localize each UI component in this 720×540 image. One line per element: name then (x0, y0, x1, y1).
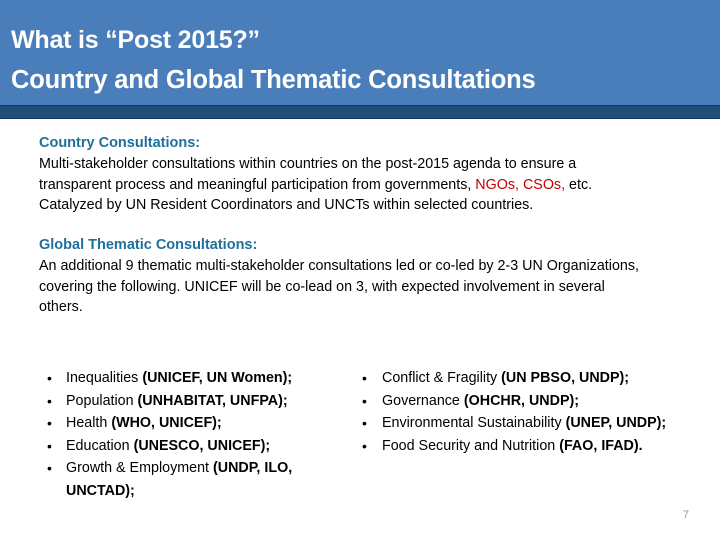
topics-list-left (39, 367, 349, 502)
topic-name: Conflict & Fragility (382, 370, 502, 386)
bullet-point-icon: • (47, 370, 52, 386)
topic-name: Inequalities (66, 370, 143, 386)
slide-title-line-1: What is “Post 2015?” (11, 26, 260, 54)
bullet-point-icon: • (362, 370, 367, 386)
topic-agencies: (WHO, UNICEF); (111, 415, 222, 431)
topic-name: Food Security and Nutrition (382, 437, 560, 454)
header-divider-bar (0, 105, 720, 119)
list-item (355, 367, 700, 390)
country-body-highlight-ngos-csos: NGOs, CSOs, (475, 176, 566, 193)
topic-agencies: (FAO, IFAD). (559, 437, 643, 454)
list-item (39, 390, 349, 413)
bullet-point-icon: • (47, 415, 52, 431)
country-body-text-part-2: etc. Catalyzed by UN Resident Coordinators and UNCTs within selected countries. (39, 176, 593, 213)
list-item (39, 367, 349, 390)
section-global-heading: Global Thematic Consultations: (39, 237, 258, 253)
bullet-point-icon: • (362, 392, 367, 409)
topic-name: Education (66, 437, 134, 454)
topic-name: Growth & Employment (66, 460, 213, 476)
slide-title-line-2: Country and Global Thematic Consultations (11, 66, 536, 94)
topic-name: Population (66, 392, 138, 409)
bullet-point-icon: • (362, 415, 367, 431)
list-item (355, 435, 700, 458)
topic-agencies: (UNHABITAT, UNFPA); (137, 392, 288, 409)
section-country-heading: Country Consultations: (39, 135, 201, 151)
section-country-body (39, 154, 649, 216)
topic-name: Governance (382, 392, 464, 409)
topics-list-right (355, 367, 700, 457)
list-item (39, 435, 349, 458)
list-item (39, 457, 349, 502)
country-body-text-part-1: Multi-stakeholder consultations within countries on the post-2015 agenda to ensure a transparent process and meaningful participation from governments, (39, 156, 577, 193)
topics-column-left (39, 367, 349, 502)
list-item (355, 412, 700, 435)
section-global-thematic-consultations (39, 236, 684, 318)
list-item (39, 412, 349, 435)
topic-agencies: (UNEP, UNDP); (565, 415, 667, 431)
bullet-point-icon: • (47, 437, 52, 454)
topic-name: Health (66, 415, 112, 431)
topic-agencies: (UN PBSO, UNDP); (501, 370, 630, 386)
bullet-point-icon: • (362, 437, 367, 454)
section-country-consultations (39, 134, 684, 216)
topic-agencies: (UNESCO, UNICEF); (133, 437, 271, 454)
section-global-body: An additional 9 thematic multi-stakeholder consultations led or co-led by 2-3 UN Organizations, covering the following. UNICEF will be co-lead on 3, with expected involvement in several others. (39, 258, 639, 315)
list-item (355, 390, 700, 413)
bullet-point-icon: • (47, 460, 52, 476)
topics-column-right (355, 367, 700, 457)
topic-name: Environmental Sustainability (382, 415, 566, 431)
topic-agencies: (UNDP, ILO, UNCTAD); (66, 460, 293, 499)
slide-header-banner (0, 0, 720, 105)
bullet-point-icon: • (47, 392, 52, 409)
topic-agencies: (UNICEF, UN Women); (142, 370, 293, 386)
page-number: 7 (682, 509, 689, 521)
topic-agencies: (OHCHR, UNDP); (463, 392, 580, 409)
